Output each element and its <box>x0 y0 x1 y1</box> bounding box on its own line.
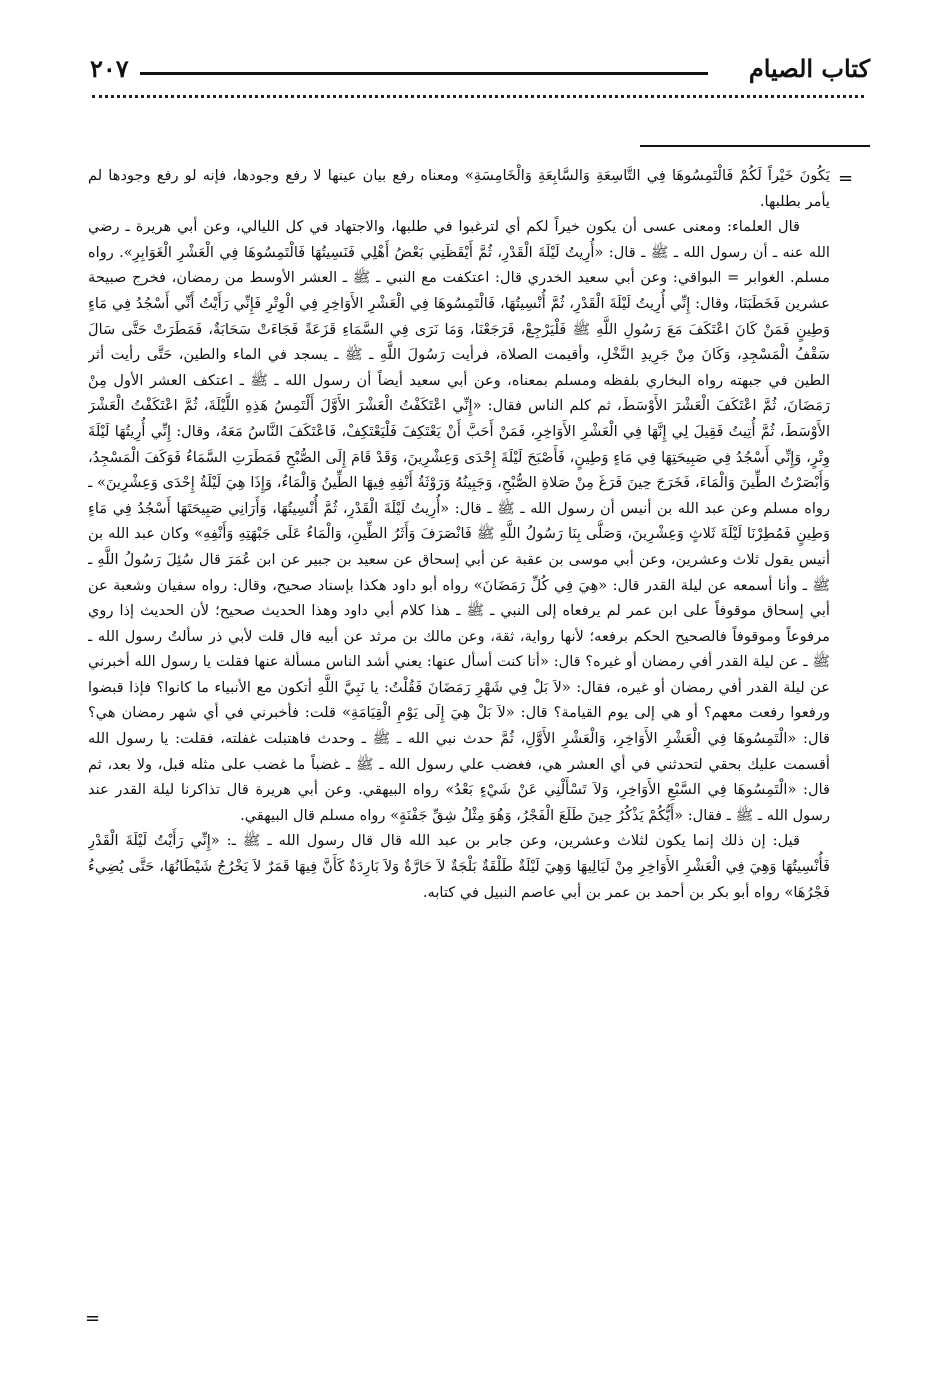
paragraph: قيل: إن ذلك إنما يكون لثلاث وعشرين، وعن جابر بن عبد الله قال قال رسول الله ـ ﷺ ـ: «إِنِّي رَأَيْتُ لَيْلَةَ الْقَدْرِ فَأُنْسِيتُهَا وَهِيَ فِي الْعَشْرِ الأَوَاخِرِ مِنْ لَيَالِيهَا وَهِيَ لَيْلَةٌ طَلْقَةٌ بَلْجَةٌ لاَ حَارَّةٌ وَلاَ بَارِدَةٌ كَأَنَّ فِيهَا قَمَرٌ لاَ يَخْرُجُ شَيْطَانُهَا، حَتَّى يُضِيءُ فَجْرُهَا» رواه أبو بكر بن أحمد بن عمر بن أبي عاصم النبيل في كتابه. <box>88 832 830 901</box>
paragraph: قال العلماء: ومعنى عسى أن يكون خيراً لكم أي لترغبوا في طلبها، والاجتهاد في كل الليالي، وعن أبي هريرة ـ رضي الله عنه ـ أن رسول الله ـ ﷺ ـ قال: «أُرِيتُ لَيْلَةَ الْقَدْرِ، ثُمَّ أَيْقَظَنِي بَعْضُ أَهْلِي فَنَسِيتُهَا فَالْتَمِسُوهَا فِي الْعَشْرِ الْغَوَابِرِ». رواه مسلم. الغوابر = البواقي: وعن أبي سعيد الخدري قال: اعتكفت مع النبي ـ ﷺ ـ العشر الأوسط من رمضان، فخرج صبيحة عشرين فَخَطَبَنَا، وقال: إِنِّي أُرِيتُ لَيْلَةَ الْقَدْرِ، ثُمَّ أُنْسِيتُهَا، فَالْتَمِسُوهَا فِي الْعَشْرِ الأَوَاخِرِ فِي الْوِتْرِ فَإِنِّي رَأَيْتُ أَنِّي أَسْجُدُ فِي مَاءٍ وَطِينٍ فَمَنْ كَانَ اعْتَكَفَ مَعَ رَسُولِ اللَّهِ ﷺ فَلْيَرْجِعْ، فَرَجَعْنَا، وَمَا نَرَى فِي السَّمَاءِ قَزَعَةً فَجَاءَتْ سَحَابَةٌ، فَمَطَرَتْ حَتَّى سَالَ سَقْفُ الْمَسْجِدِ، وَكَانَ مِنْ جَرِيدِ النَّخْلِ، وأقيمت الصلاة، فرأيت رَسُولَ اللَّهِ ـ ﷺ ـ يسجد في الماء والطين، حَتَّى رأيت أثر الطين في جبهته رواه البخاري بلفظه ومسلم بمعناه، وعن أبي سعيد أيضاً أن رسول الله ـ ﷺ ـ اعتكف العشر الأول مِنْ رَمَضَانَ، ثُمَّ اعْتَكَفَ الْعَشْرَ الأَوْسَطَ، ثم كلم الناس فقال: «إِنِّي اعْتَكَفْتُ الْعَشْرَ الأَوَّلَ أَلْتَمِسُ هَذِهِ اللَّيْلَةَ، ثُمَّ اعْتَكَفْتُ الْعَشْرَ الأَوْسَطَ، ثُمَّ أُتِيتُ فَقِيلَ لِي إِنَّهَا فِي الْعَشْرِ الأَوَاخِرِ، فَمَنْ أَحَبَّ أَنْ يَعْتَكِفَ فَلْيَعْتَكِفْ، فَاعْتَكَفَ النَّاسُ مَعَهُ، وقال: إِنِّي أُرِيتُهَا لَيْلَةَ وِتْرٍ، وَإِنِّي أَسْجُدُ فِي صَبِيحَتِهَا فِي مَاءٍ وَطِينٍ، فَأَصْبَحَ لَيْلَةَ إِحْدَى وَعِشْرِينَ، وَقَدْ قَامَ إِلَى الصُّبْحِ فَمَطَرَتِ السَّمَاءُ فَوَكَفَ الْمَسْجِدُ، وَأَبْصَرْتُ الطِّينَ وَالْمَاءَ، فَخَرَجَ حِينَ فَرَغَ مِنْ صَلاةِ الصُّبْحِ، وَجَبِينُهُ وَرَوْثَةُ أَنْفِهِ فِيهَا الطِّينُ وَالْمَاءُ، وَإِذَا هِيَ لَيْلَةُ إِحْدَى وَعِشْرِينَ» ـ رواه مسلم وعن عبد الله بن أنيس أن رسول الله ـ ﷺ ـ قال: «أُرِيتُ لَيْلَةَ الْقَدْرِ، ثُمَّ أُنْسِيتُهَا، وَأَرَانِي صَبِيحَتَهَا أَسْجُدُ فِي مَاءٍ وَطِينٍ فَمُطِرْنَا لَيْلَةَ ثَلاثٍ وَعِشْرِينَ، وَصَلَّى بِنَا رَسُولُ اللَّهِ ﷺ فَانْصَرَفَ وَأَثَرُ الطِّينِ، وَالْمَاءُ عَلَى جَبْهَتِهِ وَأَنْفِهِ» وكان عبد الله بن أنيس يقول ثلاث وعشرين، وعن أبي موسى بن عقبة عن أبي إسحاق عن سعيد بن جبير عن ابن عُمَرَ قال سُئِلَ رَسُولُ اللَّهِ ـ ﷺ ـ وأنا أسمعه عن ليلة القدر قال: «هِيَ فِي كُلِّ رَمَضَانَ» رواه أبو داود هكذا بإسناد صحيح، وقال: رواه سفيان وشعبة عن أبي إسحاق موقوفاً على ابن عمر لم يرفعاه إلى النبي ـ ﷺ ـ هذا كلام أبي داود وهذا الحديث صحيح؛ لأن الحديث إذا روي مرفوعاً وموقوفاً فالصحيح الحكم برفعه؛ لأنها رواية، ثقة، وعن مالك بن مرثد عن أبيه قال قلت لأبي ذر سألتُ رسول الله ـ ﷺ ـ عن ليلة القدر أفي رمضان أو غيره؟ قال: «أنا كنت أسأل عنها: يعني أشد الناس مسألة عنها فقلت يا رسول الله أخبرني عن ليلة القدر أفي رمضان أو غيره، فقال: «لاَ بَلْ فِي شَهْرِ رَمَضَانَ فَقُلْتُ: يا نَبِيَّ اللَّهِ أتكون مع الأنبياء ما كانوا؟ فإذا قبضوا ورفعوا رفعت معهم؟ أو هي إلى يوم القيامة؟ قال: «لاَ بَلْ هِيَ إِلَى يَوْمِ الْقِيَامَةِ» قلت: فأخبرني في أي شهر رمضان هي؟ قال: «الْتَمِسُوهَا فِي الْعَشْرِ الأَوَاخِرِ، وَالْعَشْرِ الأَوَّلِ، ثُمَّ حدث نبي الله ـ ﷺ ـ وحدث فاهتبلت غفلته، فقلت: يا رسول الله أقسمت عليك بحقي لتحدثني في أي العشر هي، فغضب علي رسول الله ـ ﷺ ـ غضباً ما غضب على مثله قبل، ولا بعد، ثم قال: «الْتَمِسُوهَا فِي السَّبْعِ الأَوَاخِرِ، وَلاَ تَسْأَلْنِي عَنْ شَيْءٍ بَعْدُ» رواه البيهقي. وعن أبي هريرة قال تذاكرنا ليلة القدر عند رسول الله ـ ﷺ ـ فقال: «أَيُّكُمْ يَذْكُرُ حِينَ طَلَعَ الْفَجْرُ، وَهُوَ مِثْلُ شِقِّ جَفْنَةٍ» رواه مسلم قال البيهقي. <box>88 218 830 824</box>
footnote-text <box>88 163 830 1343</box>
page-number: ٢٠٧ <box>90 54 129 83</box>
paragraph: يَكُونَ خَيْراً لَكُمْ فَالْتَمِسُوهَا فِي التَّاسِعَةِ وَالسَّابِعَةِ وَالْخَامِسَةِ» ومعناه رفع بيان عينها لا رفع وجودها، فإنه لو رفع وجودها لم يأمر بطلبها. <box>88 167 830 210</box>
end-mark: = <box>85 1308 101 1329</box>
dotted-separator <box>92 95 864 98</box>
header-rule <box>140 72 708 75</box>
page-header <box>90 50 870 92</box>
continuation-mark: = <box>838 168 854 189</box>
footnote-rule <box>640 145 870 147</box>
book-title: كتاب الصيام <box>748 54 870 83</box>
